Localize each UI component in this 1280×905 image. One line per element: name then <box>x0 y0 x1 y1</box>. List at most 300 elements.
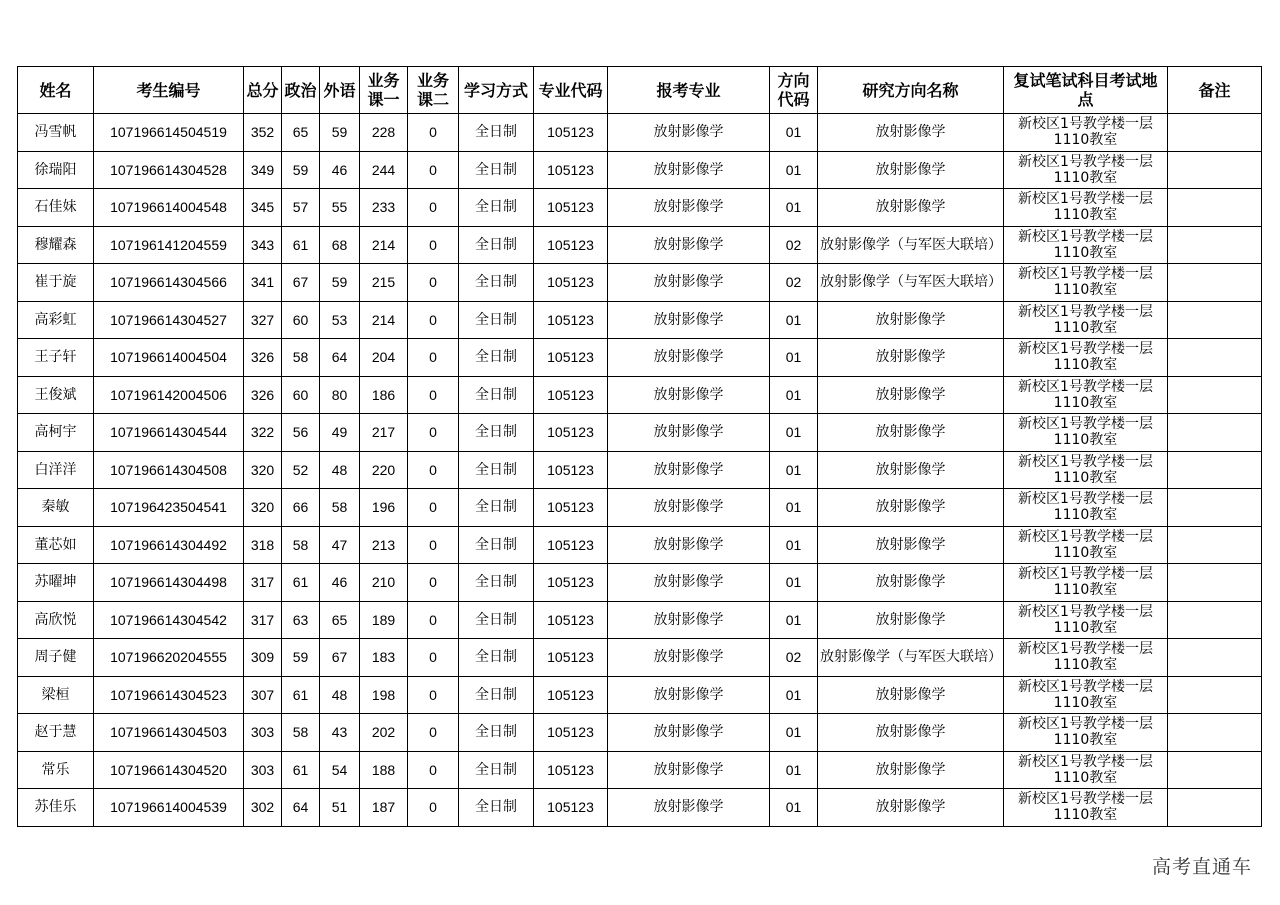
cell-subject-2: 0 <box>408 789 459 827</box>
cell-exam-location: 新校区1号教学楼一层1110教室 <box>1004 676 1168 714</box>
cell-language: 47 <box>320 526 360 564</box>
cell-name: 王子轩 <box>18 339 94 377</box>
cell-direction-name: 放射影像学 <box>818 414 1004 452</box>
cell-remarks <box>1168 339 1262 377</box>
cell-exam-id: 107196614304527 <box>94 301 244 339</box>
cell-study-mode: 全日制 <box>459 564 534 602</box>
cell-subject-2: 0 <box>408 676 459 714</box>
cell-direction-name: 放射影像学 <box>818 714 1004 752</box>
cell-language: 67 <box>320 639 360 677</box>
cell-exam-id: 107196620204555 <box>94 639 244 677</box>
cell-name: 周子健 <box>18 639 94 677</box>
table-row <box>18 151 1262 189</box>
cell-politics: 65 <box>282 114 320 152</box>
cell-subject-1: 210 <box>360 564 408 602</box>
cell-direction-code: 02 <box>770 639 818 677</box>
cell-major-code: 105123 <box>534 639 608 677</box>
cell-exam-location: 新校区1号教学楼一层1110教室 <box>1004 489 1168 527</box>
cell-language: 65 <box>320 601 360 639</box>
cell-subject-1: 188 <box>360 751 408 789</box>
cell-direction-name: 放射影像学 <box>818 526 1004 564</box>
cell-direction-name: 放射影像学（与军医大联培） <box>818 226 1004 264</box>
header-total: 总分 <box>244 67 282 114</box>
cell-major-code: 105123 <box>534 601 608 639</box>
roster-table <box>17 66 1262 827</box>
cell-exam-location: 新校区1号教学楼一层1110教室 <box>1004 339 1168 377</box>
cell-politics: 64 <box>282 789 320 827</box>
cell-language: 55 <box>320 189 360 227</box>
cell-exam-id: 107196614504519 <box>94 114 244 152</box>
cell-direction-code: 01 <box>770 301 818 339</box>
table-row <box>18 114 1262 152</box>
cell-total: 327 <box>244 301 282 339</box>
header-major: 报考专业 <box>608 67 770 114</box>
cell-major: 放射影像学 <box>608 489 770 527</box>
table-row <box>18 639 1262 677</box>
cell-remarks <box>1168 564 1262 602</box>
cell-direction-code: 01 <box>770 414 818 452</box>
cell-major-code: 105123 <box>534 489 608 527</box>
cell-direction-name: 放射影像学 <box>818 301 1004 339</box>
cell-subject-1: 202 <box>360 714 408 752</box>
cell-study-mode: 全日制 <box>459 114 534 152</box>
cell-major-code: 105123 <box>534 714 608 752</box>
cell-major-code: 105123 <box>534 414 608 452</box>
table-row <box>18 264 1262 302</box>
cell-name: 王俊斌 <box>18 376 94 414</box>
header-subject-1: 业务课一 <box>360 67 408 114</box>
header-subject-2: 业务课二 <box>408 67 459 114</box>
cell-major: 放射影像学 <box>608 414 770 452</box>
cell-exam-id: 107196614304523 <box>94 676 244 714</box>
cell-major-code: 105123 <box>534 264 608 302</box>
cell-remarks <box>1168 301 1262 339</box>
cell-direction-name: 放射影像学 <box>818 676 1004 714</box>
cell-exam-location: 新校区1号教学楼一层1110教室 <box>1004 226 1168 264</box>
cell-total: 303 <box>244 714 282 752</box>
cell-language: 48 <box>320 451 360 489</box>
cell-remarks <box>1168 376 1262 414</box>
cell-name: 常乐 <box>18 751 94 789</box>
cell-exam-id: 107196141204559 <box>94 226 244 264</box>
cell-name: 秦敏 <box>18 489 94 527</box>
cell-direction-code: 01 <box>770 526 818 564</box>
cell-total: 345 <box>244 189 282 227</box>
cell-exam-id: 107196614304503 <box>94 714 244 752</box>
cell-name: 崔于旋 <box>18 264 94 302</box>
cell-politics: 61 <box>282 226 320 264</box>
cell-politics: 61 <box>282 564 320 602</box>
table-row <box>18 189 1262 227</box>
cell-remarks <box>1168 526 1262 564</box>
cell-exam-id: 107196614004539 <box>94 789 244 827</box>
cell-exam-location: 新校区1号教学楼一层1110教室 <box>1004 301 1168 339</box>
cell-direction-code: 02 <box>770 226 818 264</box>
table-row <box>18 751 1262 789</box>
cell-name: 白洋洋 <box>18 451 94 489</box>
cell-total: 326 <box>244 339 282 377</box>
cell-politics: 52 <box>282 451 320 489</box>
cell-name: 苏佳乐 <box>18 789 94 827</box>
cell-exam-location: 新校区1号教学楼一层1110教室 <box>1004 714 1168 752</box>
cell-exam-location: 新校区1号教学楼一层1110教室 <box>1004 151 1168 189</box>
cell-study-mode: 全日制 <box>459 189 534 227</box>
cell-subject-2: 0 <box>408 114 459 152</box>
cell-major: 放射影像学 <box>608 639 770 677</box>
cell-politics: 57 <box>282 189 320 227</box>
cell-major: 放射影像学 <box>608 114 770 152</box>
cell-major-code: 105123 <box>534 226 608 264</box>
cell-subject-1: 214 <box>360 301 408 339</box>
cell-subject-2: 0 <box>408 639 459 677</box>
cell-politics: 61 <box>282 676 320 714</box>
cell-name: 冯雪帆 <box>18 114 94 152</box>
cell-remarks <box>1168 489 1262 527</box>
cell-major-code: 105123 <box>534 564 608 602</box>
cell-exam-location: 新校区1号教学楼一层1110教室 <box>1004 601 1168 639</box>
cell-name: 赵于慧 <box>18 714 94 752</box>
cell-remarks <box>1168 226 1262 264</box>
header-language: 外语 <box>320 67 360 114</box>
cell-politics: 59 <box>282 151 320 189</box>
cell-name: 梁桓 <box>18 676 94 714</box>
cell-remarks <box>1168 751 1262 789</box>
cell-politics: 60 <box>282 376 320 414</box>
cell-subject-1: 228 <box>360 114 408 152</box>
table-row <box>18 489 1262 527</box>
cell-language: 58 <box>320 489 360 527</box>
cell-exam-id: 107196614004548 <box>94 189 244 227</box>
cell-exam-id: 107196614304492 <box>94 526 244 564</box>
cell-study-mode: 全日制 <box>459 414 534 452</box>
table-row <box>18 451 1262 489</box>
cell-direction-name: 放射影像学 <box>818 189 1004 227</box>
cell-major: 放射影像学 <box>608 226 770 264</box>
cell-subject-1: 244 <box>360 151 408 189</box>
header-row <box>18 67 1262 114</box>
cell-major-code: 105123 <box>534 189 608 227</box>
cell-total: 322 <box>244 414 282 452</box>
header-name: 姓名 <box>18 67 94 114</box>
cell-language: 46 <box>320 564 360 602</box>
cell-study-mode: 全日制 <box>459 489 534 527</box>
cell-total: 343 <box>244 226 282 264</box>
cell-remarks <box>1168 601 1262 639</box>
cell-total: 320 <box>244 451 282 489</box>
cell-study-mode: 全日制 <box>459 226 534 264</box>
cell-exam-location: 新校区1号教学楼一层1110教室 <box>1004 751 1168 789</box>
cell-language: 80 <box>320 376 360 414</box>
cell-subject-1: 220 <box>360 451 408 489</box>
cell-major-code: 105123 <box>534 376 608 414</box>
cell-name: 高彩虹 <box>18 301 94 339</box>
cell-direction-code: 01 <box>770 114 818 152</box>
cell-politics: 59 <box>282 639 320 677</box>
header-remarks: 备注 <box>1168 67 1262 114</box>
cell-exam-location: 新校区1号教学楼一层1110教室 <box>1004 526 1168 564</box>
cell-major: 放射影像学 <box>608 714 770 752</box>
cell-major: 放射影像学 <box>608 376 770 414</box>
cell-major: 放射影像学 <box>608 451 770 489</box>
header-major-code: 专业代码 <box>534 67 608 114</box>
cell-major: 放射影像学 <box>608 189 770 227</box>
header-direction-name: 研究方向名称 <box>818 67 1004 114</box>
cell-exam-id: 107196614304498 <box>94 564 244 602</box>
cell-total: 317 <box>244 601 282 639</box>
cell-remarks <box>1168 789 1262 827</box>
cell-remarks <box>1168 114 1262 152</box>
cell-subject-1: 196 <box>360 489 408 527</box>
cell-study-mode: 全日制 <box>459 751 534 789</box>
cell-study-mode: 全日制 <box>459 714 534 752</box>
cell-total: 326 <box>244 376 282 414</box>
cell-exam-id: 107196614304528 <box>94 151 244 189</box>
cell-exam-location: 新校区1号教学楼一层1110教室 <box>1004 789 1168 827</box>
cell-total: 303 <box>244 751 282 789</box>
roster-body <box>18 114 1262 827</box>
cell-direction-code: 01 <box>770 789 818 827</box>
cell-direction-name: 放射影像学（与军医大联培） <box>818 639 1004 677</box>
cell-remarks <box>1168 451 1262 489</box>
cell-study-mode: 全日制 <box>459 301 534 339</box>
cell-subject-2: 0 <box>408 564 459 602</box>
cell-study-mode: 全日制 <box>459 676 534 714</box>
cell-direction-name: 放射影像学 <box>818 376 1004 414</box>
cell-study-mode: 全日制 <box>459 264 534 302</box>
cell-language: 43 <box>320 714 360 752</box>
cell-direction-code: 01 <box>770 676 818 714</box>
cell-direction-name: 放射影像学 <box>818 789 1004 827</box>
cell-politics: 58 <box>282 526 320 564</box>
cell-remarks <box>1168 264 1262 302</box>
cell-direction-code: 01 <box>770 189 818 227</box>
cell-major: 放射影像学 <box>608 564 770 602</box>
cell-subject-2: 0 <box>408 226 459 264</box>
cell-major: 放射影像学 <box>608 751 770 789</box>
header-exam-id: 考生编号 <box>94 67 244 114</box>
cell-major: 放射影像学 <box>608 601 770 639</box>
cell-major-code: 105123 <box>534 301 608 339</box>
cell-direction-code: 01 <box>770 151 818 189</box>
cell-exam-location: 新校区1号教学楼一层1110教室 <box>1004 414 1168 452</box>
header-study-mode: 学习方式 <box>459 67 534 114</box>
cell-politics: 66 <box>282 489 320 527</box>
cell-major: 放射影像学 <box>608 301 770 339</box>
cell-study-mode: 全日制 <box>459 339 534 377</box>
cell-subject-1: 213 <box>360 526 408 564</box>
cell-direction-name: 放射影像学（与军医大联培） <box>818 264 1004 302</box>
cell-exam-location: 新校区1号教学楼一层1110教室 <box>1004 189 1168 227</box>
cell-exam-id: 107196614304566 <box>94 264 244 302</box>
cell-subject-2: 0 <box>408 264 459 302</box>
cell-language: 54 <box>320 751 360 789</box>
cell-name: 高柯宇 <box>18 414 94 452</box>
cell-subject-1: 187 <box>360 789 408 827</box>
cell-exam-location: 新校区1号教学楼一层1110教室 <box>1004 639 1168 677</box>
cell-major: 放射影像学 <box>608 526 770 564</box>
cell-major: 放射影像学 <box>608 339 770 377</box>
cell-remarks <box>1168 676 1262 714</box>
header-direction-code: 方向代码 <box>770 67 818 114</box>
cell-direction-name: 放射影像学 <box>818 601 1004 639</box>
cell-language: 51 <box>320 789 360 827</box>
cell-exam-location: 新校区1号教学楼一层1110教室 <box>1004 564 1168 602</box>
cell-subject-2: 0 <box>408 189 459 227</box>
cell-language: 64 <box>320 339 360 377</box>
cell-subject-1: 214 <box>360 226 408 264</box>
cell-direction-name: 放射影像学 <box>818 564 1004 602</box>
cell-subject-2: 0 <box>408 489 459 527</box>
cell-major-code: 105123 <box>534 676 608 714</box>
cell-study-mode: 全日制 <box>459 639 534 677</box>
cell-subject-1: 198 <box>360 676 408 714</box>
cell-politics: 67 <box>282 264 320 302</box>
cell-language: 46 <box>320 151 360 189</box>
cell-study-mode: 全日制 <box>459 601 534 639</box>
cell-name: 徐瑞阳 <box>18 151 94 189</box>
cell-major-code: 105123 <box>534 339 608 377</box>
cell-direction-code: 01 <box>770 751 818 789</box>
cell-major-code: 105123 <box>534 151 608 189</box>
cell-major: 放射影像学 <box>608 151 770 189</box>
cell-exam-id: 107196423504541 <box>94 489 244 527</box>
cell-subject-2: 0 <box>408 301 459 339</box>
cell-language: 68 <box>320 226 360 264</box>
cell-subject-2: 0 <box>408 751 459 789</box>
cell-direction-name: 放射影像学 <box>818 151 1004 189</box>
cell-total: 320 <box>244 489 282 527</box>
cell-exam-id: 107196614304544 <box>94 414 244 452</box>
cell-exam-id: 107196142004506 <box>94 376 244 414</box>
header-politics: 政治 <box>282 67 320 114</box>
table-row <box>18 414 1262 452</box>
cell-major-code: 105123 <box>534 451 608 489</box>
cell-subject-1: 183 <box>360 639 408 677</box>
cell-direction-name: 放射影像学 <box>818 339 1004 377</box>
cell-total: 349 <box>244 151 282 189</box>
cell-study-mode: 全日制 <box>459 376 534 414</box>
table-row <box>18 676 1262 714</box>
cell-politics: 60 <box>282 301 320 339</box>
table-row <box>18 789 1262 827</box>
cell-direction-name: 放射影像学 <box>818 114 1004 152</box>
cell-politics: 61 <box>282 751 320 789</box>
cell-subject-2: 0 <box>408 414 459 452</box>
cell-subject-2: 0 <box>408 151 459 189</box>
cell-direction-code: 01 <box>770 451 818 489</box>
table-row <box>18 526 1262 564</box>
cell-major: 放射影像学 <box>608 264 770 302</box>
cell-direction-name: 放射影像学 <box>818 751 1004 789</box>
cell-study-mode: 全日制 <box>459 451 534 489</box>
cell-total: 309 <box>244 639 282 677</box>
cell-direction-name: 放射影像学 <box>818 489 1004 527</box>
cell-language: 53 <box>320 301 360 339</box>
cell-total: 341 <box>244 264 282 302</box>
table-row <box>18 564 1262 602</box>
cell-major-code: 105123 <box>534 114 608 152</box>
cell-politics: 56 <box>282 414 320 452</box>
cell-politics: 58 <box>282 714 320 752</box>
cell-total: 352 <box>244 114 282 152</box>
cell-subject-2: 0 <box>408 339 459 377</box>
cell-total: 302 <box>244 789 282 827</box>
cell-total: 317 <box>244 564 282 602</box>
cell-name: 穆耀森 <box>18 226 94 264</box>
cell-remarks <box>1168 151 1262 189</box>
cell-remarks <box>1168 639 1262 677</box>
cell-exam-id: 107196614304508 <box>94 451 244 489</box>
table-row <box>18 601 1262 639</box>
cell-exam-location: 新校区1号教学楼一层1110教室 <box>1004 264 1168 302</box>
cell-remarks <box>1168 714 1262 752</box>
cell-major-code: 105123 <box>534 751 608 789</box>
table-row <box>18 339 1262 377</box>
cell-politics: 63 <box>282 601 320 639</box>
cell-exam-id: 107196614304542 <box>94 601 244 639</box>
cell-total: 307 <box>244 676 282 714</box>
cell-subject-2: 0 <box>408 714 459 752</box>
cell-language: 49 <box>320 414 360 452</box>
cell-remarks <box>1168 414 1262 452</box>
cell-direction-code: 01 <box>770 339 818 377</box>
cell-subject-1: 186 <box>360 376 408 414</box>
table-row <box>18 226 1262 264</box>
cell-subject-2: 0 <box>408 376 459 414</box>
cell-language: 48 <box>320 676 360 714</box>
cell-subject-1: 189 <box>360 601 408 639</box>
cell-subject-2: 0 <box>408 451 459 489</box>
cell-major-code: 105123 <box>534 526 608 564</box>
cell-direction-code: 01 <box>770 714 818 752</box>
cell-subject-1: 204 <box>360 339 408 377</box>
roster-sheet <box>17 66 1262 827</box>
cell-remarks <box>1168 189 1262 227</box>
cell-exam-location: 新校区1号教学楼一层1110教室 <box>1004 376 1168 414</box>
cell-study-mode: 全日制 <box>459 789 534 827</box>
cell-language: 59 <box>320 114 360 152</box>
cell-subject-1: 215 <box>360 264 408 302</box>
cell-language: 59 <box>320 264 360 302</box>
cell-name: 石佳妹 <box>18 189 94 227</box>
cell-subject-1: 233 <box>360 189 408 227</box>
cell-exam-location: 新校区1号教学楼一层1110教室 <box>1004 451 1168 489</box>
cell-subject-1: 217 <box>360 414 408 452</box>
cell-direction-code: 02 <box>770 264 818 302</box>
cell-name: 苏曜坤 <box>18 564 94 602</box>
cell-direction-code: 01 <box>770 564 818 602</box>
cell-major-code: 105123 <box>534 789 608 827</box>
table-row <box>18 714 1262 752</box>
cell-name: 高欣悦 <box>18 601 94 639</box>
cell-exam-id: 107196614304520 <box>94 751 244 789</box>
cell-major: 放射影像学 <box>608 789 770 827</box>
table-row <box>18 301 1262 339</box>
cell-name: 董芯如 <box>18 526 94 564</box>
cell-direction-name: 放射影像学 <box>818 451 1004 489</box>
cell-politics: 58 <box>282 339 320 377</box>
cell-direction-code: 01 <box>770 376 818 414</box>
cell-total: 318 <box>244 526 282 564</box>
cell-exam-id: 107196614004504 <box>94 339 244 377</box>
cell-study-mode: 全日制 <box>459 526 534 564</box>
cell-exam-location: 新校区1号教学楼一层1110教室 <box>1004 114 1168 152</box>
table-row <box>18 376 1262 414</box>
cell-major: 放射影像学 <box>608 676 770 714</box>
cell-subject-2: 0 <box>408 526 459 564</box>
cell-direction-code: 01 <box>770 601 818 639</box>
header-exam-location: 复试笔试科目考试地点 <box>1004 67 1168 114</box>
